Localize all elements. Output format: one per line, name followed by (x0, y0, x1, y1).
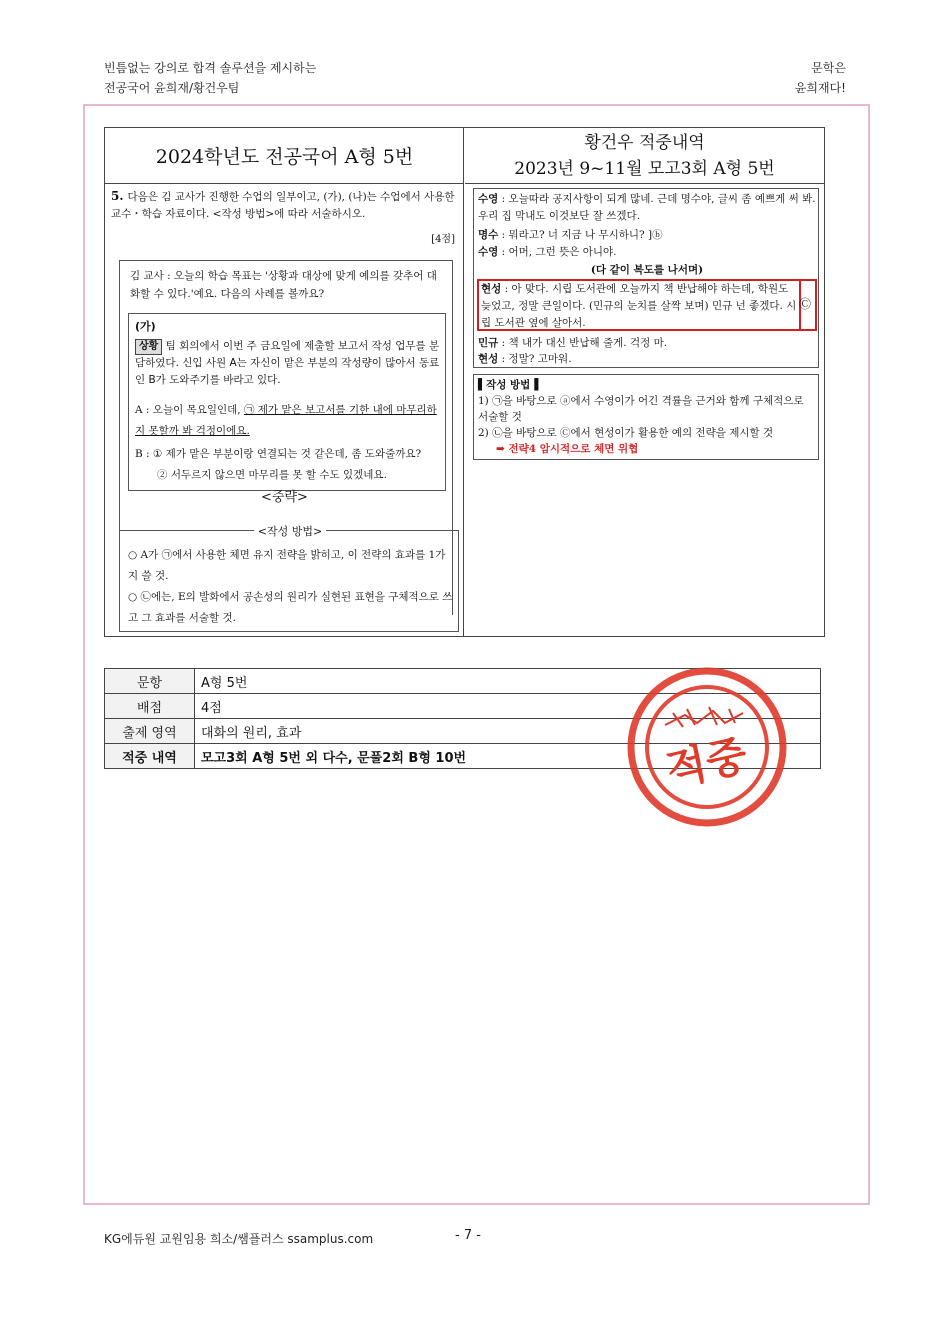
right-method-title: ▌작성 방법▐ (478, 379, 539, 391)
question-number: 5. (111, 189, 124, 203)
method-items (128, 545, 454, 629)
highlighted-dialog (477, 279, 817, 331)
dialog-a (135, 400, 441, 442)
situation-text: 팀 회의에서 이번 주 금요일에 제출할 보고서 작성 업무를 분담하였다. 신입 사원 A는 자신이 맡은 부분의 작성량이 많아서 동료인 B가 도와주기를 바라고 있다. (135, 340, 440, 386)
dialog-b (135, 444, 441, 486)
dialog-b-line2: ② 서두르지 않으면 마무리를 못 할 수도 있겠네요. (157, 469, 387, 481)
dialog-a-underlined: ㉠ 제가 맡은 보고서를 기한 내에 마무리하지 못할까 봐 걱정이에요. (135, 404, 437, 437)
right-writing-method (473, 374, 819, 460)
warning-note: ➡ 전략4 암시적으로 체면 위협 (496, 443, 639, 455)
prediction-title (465, 128, 824, 184)
question-body: 다음은 김 교사가 진행한 수업의 일부이고, (가), (나)는 수업에서 사용한 교수・학습 자료이다. <작성 방법>에 따라 서술하시오. (111, 191, 455, 220)
info-value: A형 5번 (195, 669, 821, 694)
exam-title: 2024학년도 전공국어 A형 5번 (105, 128, 464, 184)
prediction-column (465, 128, 824, 636)
info-key: 출제 영역 (105, 719, 195, 744)
header-left-line2: 전공국어 윤희재/황건우팀 (104, 81, 240, 95)
header-left (104, 58, 316, 98)
marker-c: Ⓒ (798, 297, 811, 311)
info-value: 대화의 원리, 효과 (195, 719, 821, 744)
dialog-line: 명수 : 뭐라고? 너 지금 나 무시하니? ]ⓑ (478, 229, 663, 241)
material-ga (128, 313, 446, 491)
teacher-line: 김 교사 : 오늘의 학습 목표는 '상황과 대상에 맞게 예의를 갖추어 대화할 수 있다.'예요. 다음의 사례를 볼까요? (130, 270, 437, 300)
info-value: 4점 (195, 694, 821, 719)
header-right (795, 58, 846, 98)
header-right-line2: 윤희재다! (794, 81, 846, 95)
dialog-line: 현성 : 정말? 고마워. (478, 353, 572, 365)
right-method-items (478, 393, 816, 457)
dialog-line: 수영 : 어머, 그런 뜻은 아니야. (478, 246, 617, 258)
dialog-a-prefix: A : 오늘이 목요일인데, (135, 404, 244, 416)
jeokjung-stamp (625, 665, 790, 830)
method-item: ○ ㉡에는, E의 발화에서 공손성의 원리가 실현된 표현을 구체적으로 쓰고 그 효과를 서술할 것. (128, 591, 453, 624)
info-value: 모고3회 A형 5번 외 다수, 문풀2회 B형 10번 (195, 744, 821, 769)
right-method-item: 2) ㉡을 바탕으로 Ⓒ에서 현성이가 활용한 예의 전략을 제시할 것 (478, 427, 774, 439)
stamp-text: 적중 (661, 730, 752, 795)
method-title: <작성 방법> (120, 523, 460, 539)
method-item: ○ A가 ㉠에서 사용한 체면 유지 전략을 밝히고, 이 전략의 효과를 1가지 쓸 것. (128, 549, 446, 582)
header-left-line1: 빈틈없는 강의로 합격 솔루션을 제시하는 (104, 61, 317, 75)
page-number: - 7 - (455, 1228, 481, 1243)
dialog-line: 수영 : 오늘따라 공지사항이 되게 많네. 근데 명수야, 글씨 좀 예쁘게 써 봐. 우리 집 막내도 이것보단 잘 쓰겠다. (478, 193, 816, 222)
comparison-table (104, 127, 825, 637)
question-text (111, 188, 457, 223)
ga-title: (가) (135, 320, 156, 333)
writing-method-box (119, 525, 459, 632)
points: [4점] (431, 234, 455, 245)
drama-script (473, 188, 819, 368)
exam-column (105, 128, 464, 636)
stage-direction: (다 같이 복도를 나서며) (590, 264, 704, 276)
right-method-item: 1) ㉠을 바탕으로 ⓐ에서 수영이가 어긴 격률을 근거와 함께 구체적으로 서술할 것 (478, 395, 804, 423)
situation-tag: 상황 (135, 339, 162, 355)
header-right-line1: 문학은 (811, 61, 846, 75)
omission-mark: <중략> (261, 490, 308, 505)
situation (135, 338, 441, 389)
dialog-line: 민규 : 책 내가 대신 반납해 줄게. 걱정 마. (478, 337, 668, 349)
info-key: 문항 (105, 669, 195, 694)
prediction-title-line2: 2023년 9~11월 모고3회 A형 5번 (514, 159, 775, 179)
dialog-b-line1: B : ① 제가 맡은 부분이랑 연결되는 것 같은데, 좀 도와줄까요? (135, 448, 422, 460)
info-key: 적중 내역 (105, 744, 195, 769)
info-key: 배점 (105, 694, 195, 719)
prediction-title-line1: 황건우 적중내역 (584, 133, 705, 153)
footer: KG에듀원 교원임용 희소/쌤플러스 ssamplus.com (104, 1232, 374, 1246)
boxed-line: 현성 : 아 맞다. 시립 도서관에 오늘까지 책 반납해야 하는데, 학원도 늦었고, 정말 큰일이다. (민규의 눈치를 살짝 보며) 민규 넌 좋겠다. 시립 도서관 옆에 살아서. (481, 283, 797, 329)
